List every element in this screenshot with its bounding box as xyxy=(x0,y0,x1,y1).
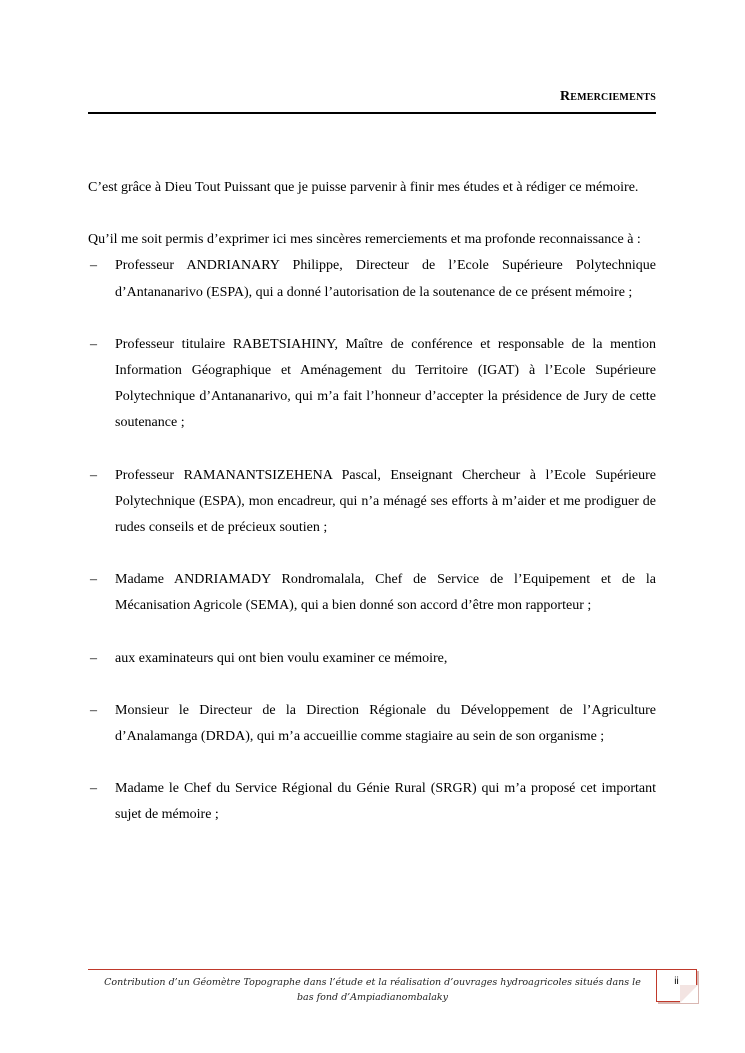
list-item-text: Madame ANDRIAMADY Rondromalala, Chef de Service de l’Equipement et de la Mécanisation Agricole (SEMA), qui a bien donné son accord d’être mon rapporteur ; xyxy=(115,572,656,614)
page-number: ii xyxy=(674,976,679,987)
list-item xyxy=(88,567,656,619)
list-item xyxy=(88,332,656,437)
dash-bullet: – xyxy=(90,467,97,483)
footer-rule xyxy=(88,969,656,970)
footer-caption: Contribution d’un Géomètre Topographe dans l’étude et la réalisation d’ouvrages hydroagricoles situés dans le bas fond d’Ampiadianombalaky xyxy=(104,977,641,1003)
list-item xyxy=(88,776,656,828)
list-item-text: aux examinateurs qui ont bien voulu examiner ce mémoire, xyxy=(115,650,448,666)
list-item-text: Professeur ANDRIANARY Philippe, Directeur de l’Ecole Supérieure Polytechnique d’Antananarivo (ESPA), qui a donné l’autorisation de la soutenance de ce présent mémoire ; xyxy=(115,258,656,300)
list-item xyxy=(88,646,656,672)
dash-bullet: – xyxy=(90,572,97,588)
dash-bullet: – xyxy=(90,650,97,666)
list-item-text: Monsieur le Directeur de la Direction Régionale du Développement de l’Agriculture d’Analamanga (DRDA), qui m’a accueillie comme stagiaire au sein de son organisme ; xyxy=(115,702,656,745)
dash-bullet: – xyxy=(90,702,97,718)
list-item-text: Madame le Chef du Service Régional du Génie Rural (SRGR) qui m’a proposé cet important sujet de mémoire ; xyxy=(115,781,656,823)
intro-paragraph-2: Qu’il me soit permis d’exprimer ici mes sincères remerciements et ma profonde reconnaissance à : xyxy=(88,232,641,248)
page-number-badge xyxy=(656,969,697,1002)
list-item-text: Professeur RAMANANTSIZEHENA Pascal, Enseignant Chercheur à l’Ecole Supérieure Polytechnique (ESPA), mon encadreur, qui n’a ménagé ses efforts à m’aider et me prodiguer de rudes conseils et de précieux soutien ; xyxy=(115,467,656,536)
intro-paragraph: C’est grâce à Dieu Tout Puissant que je puisse parvenir à finir mes études et à rédiger ce mémoire. xyxy=(88,180,639,195)
header-rule xyxy=(88,112,656,114)
dash-bullet: – xyxy=(90,258,97,274)
list-item xyxy=(88,463,656,542)
list-item-text: Professeur titulaire RABETSIAHINY, Maître de conférence et responsable de la mention Information Géographique et Aménagement du Territoire (IGAT) à l’Ecole Supérieure Polytechnique d’Antananarivo, qui m’a fait l’honneur d’accepter la présidence de Jury de cette soutenance ; xyxy=(115,336,656,431)
dash-bullet: – xyxy=(90,336,97,352)
dash-bullet: – xyxy=(90,781,97,797)
acknowledgement-list xyxy=(88,253,656,828)
page-title: Remerciements xyxy=(559,89,656,104)
list-item xyxy=(88,698,656,750)
list-item xyxy=(88,253,656,305)
page-body xyxy=(88,175,656,829)
